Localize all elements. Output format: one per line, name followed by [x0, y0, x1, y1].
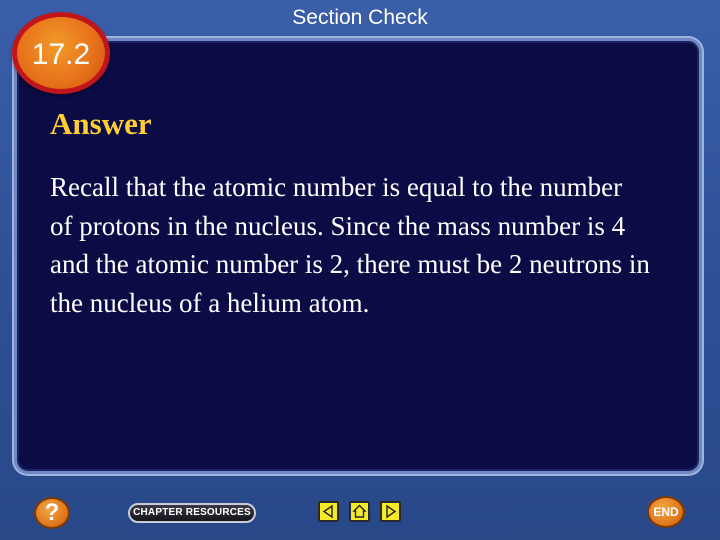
end-button[interactable]: END — [647, 496, 685, 528]
section-number-badge — [12, 12, 110, 94]
section-number: 17.2 — [31, 38, 91, 71]
previous-button[interactable] — [318, 501, 339, 522]
section-check-title: Section Check — [292, 6, 428, 29]
chapter-resources-button[interactable]: CHAPTER RESOURCES — [128, 503, 256, 523]
next-arrow-icon — [382, 503, 399, 520]
answer-heading: Answer — [50, 106, 152, 141]
previous-arrow-icon — [320, 503, 337, 520]
home-icon — [351, 503, 368, 520]
help-button[interactable]: ? — [34, 497, 70, 529]
next-button[interactable] — [380, 501, 401, 522]
home-button[interactable] — [349, 501, 370, 522]
answer-text: Recall that the atomic number is equal to the number of protons in the nucleus. Since the mass number is 4 and the atomic number is 2, there must be 2 neutrons in the nucleus of a helium atom. — [50, 172, 650, 318]
